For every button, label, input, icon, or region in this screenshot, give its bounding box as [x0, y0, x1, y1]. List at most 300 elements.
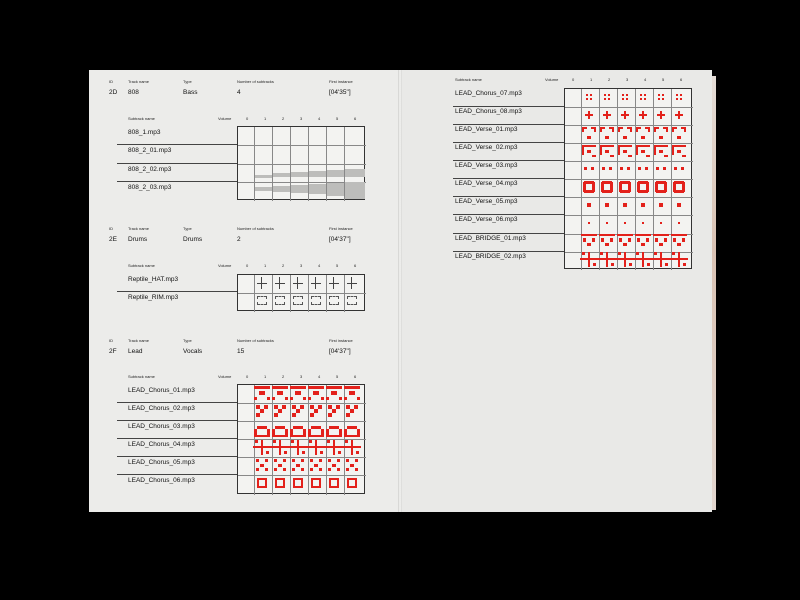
pattern-pixel	[635, 234, 651, 236]
pattern-pixel	[641, 203, 645, 207]
subtrack-name: LEAD_Chorus_01.mp3	[128, 387, 195, 394]
pattern-pixel	[265, 459, 268, 462]
pattern-pixel	[265, 468, 268, 471]
pattern-pixel	[653, 234, 669, 236]
pattern-pixel	[272, 435, 288, 437]
pattern-pixel	[642, 252, 644, 267]
pattern-pixel	[666, 127, 668, 132]
pattern-pixel	[257, 478, 259, 488]
pattern-pixel	[590, 94, 592, 96]
subtrack-name: 808_2_02.mp3	[128, 166, 172, 173]
pattern-pixel	[260, 464, 264, 467]
pattern-pixel	[293, 426, 303, 429]
pattern-pixel	[256, 413, 260, 417]
pattern-pixel	[619, 182, 622, 192]
pattern-pixel	[583, 182, 586, 192]
pattern-pixel	[656, 167, 659, 170]
pattern-pixel	[313, 391, 319, 395]
pattern-pixel	[672, 252, 675, 255]
track-id: 2F	[109, 348, 117, 355]
pattern-pixel	[645, 167, 648, 170]
pattern-pixel	[674, 167, 677, 170]
track-subtrack-count: 4	[237, 89, 241, 96]
pattern-pixel	[618, 145, 620, 155]
pattern-pixel	[644, 98, 646, 100]
pattern-pixel	[587, 150, 591, 153]
pattern-pixel	[592, 155, 596, 157]
pattern-pixel	[266, 451, 269, 454]
pattern-pixel	[272, 386, 288, 389]
pattern-pixel	[637, 182, 640, 192]
pattern-pixel	[680, 94, 682, 96]
pattern-pixel	[644, 94, 646, 96]
step-grid-drums	[237, 274, 365, 311]
pattern-pixel	[682, 182, 685, 192]
pattern-pixel	[626, 98, 628, 100]
pattern-pixel	[345, 440, 348, 443]
pattern-pixel	[290, 397, 293, 400]
pattern-pixel	[611, 263, 614, 266]
subtrack-name: LEAD_BRIDGE_02.mp3	[455, 253, 526, 260]
step-label: 4	[644, 77, 647, 82]
pattern-pixel	[606, 252, 608, 267]
pattern-pixel	[355, 459, 358, 462]
pattern-pixel	[318, 405, 322, 409]
pattern-pixel	[660, 252, 662, 267]
rim-mark	[347, 296, 357, 305]
pattern-pixel	[265, 478, 267, 488]
pattern-pixel	[673, 238, 676, 242]
pattern-pixel	[350, 464, 354, 467]
pattern-pixel	[647, 263, 650, 266]
pattern-pixel	[594, 127, 596, 132]
pattern-pixel	[608, 94, 610, 96]
track-first-instance: [04'35"]	[329, 89, 351, 96]
pattern-pixel	[606, 222, 608, 224]
pattern-pixel	[336, 405, 340, 409]
pattern-pixel	[275, 426, 285, 429]
track-id: 2D	[109, 89, 118, 96]
step-label: 6	[354, 263, 357, 268]
pattern-pixel	[657, 114, 665, 116]
step-label: 6	[680, 77, 683, 82]
track-name-label: Track name	[128, 79, 149, 84]
pattern-pixel	[639, 114, 647, 116]
pattern-pixel	[337, 478, 339, 488]
pattern-pixel	[586, 98, 588, 100]
subtrack-name: Reptile_RIM.mp3	[128, 294, 179, 301]
pattern-pixel	[314, 464, 318, 467]
pattern-pixel	[256, 468, 259, 471]
pattern-pixel	[636, 127, 638, 132]
pattern-pixel	[624, 252, 626, 267]
pattern-pixel	[260, 409, 264, 413]
step-label: 2	[282, 263, 285, 268]
track-name: Drums	[128, 236, 148, 243]
pattern-pixel	[588, 252, 590, 267]
pattern-pixel	[295, 391, 301, 395]
pattern-pixel	[586, 94, 588, 96]
id-label: ID	[109, 338, 113, 343]
pattern-pixel	[655, 182, 658, 192]
pattern-pixel	[591, 167, 594, 170]
subtrack-name-label: Subtrack name	[128, 374, 155, 379]
track-type: Vocals	[183, 348, 203, 355]
subtrack-name: LEAD_Verse_06.mp3	[455, 216, 518, 223]
first-instance-label: First instance	[329, 79, 353, 84]
subtrack-name-label: Subtrack name	[455, 77, 482, 82]
pattern-pixel	[328, 468, 331, 471]
pattern-pixel	[658, 94, 660, 96]
pattern-pixel	[590, 98, 592, 100]
step-label: 3	[300, 374, 303, 379]
pattern-pixel	[351, 440, 353, 455]
step-label: 4	[318, 116, 321, 121]
subtrack-name: 808_2_01.mp3	[128, 147, 172, 154]
pattern-pixel	[301, 459, 304, 462]
pattern-pixel	[301, 478, 303, 488]
pattern-pixel	[296, 464, 300, 467]
pattern-pixel	[283, 459, 286, 462]
hat-tick	[257, 283, 267, 284]
pattern-pixel	[274, 459, 277, 462]
pattern-pixel	[282, 405, 286, 409]
volume-label: Volume	[218, 263, 232, 268]
pattern-pixel	[308, 435, 324, 437]
pattern-pixel	[344, 397, 347, 400]
pattern-pixel	[310, 413, 314, 417]
track-name-label: Track name	[128, 226, 149, 231]
hat-tick	[275, 283, 285, 284]
pattern-pixel	[582, 127, 584, 132]
pattern-pixel	[255, 440, 258, 443]
pattern-pixel	[600, 145, 602, 155]
subtrack-name: LEAD_Verse_03.mp3	[455, 162, 518, 169]
pattern-pixel	[347, 478, 349, 488]
pattern-pixel	[582, 252, 585, 255]
pattern-pixel	[321, 397, 324, 400]
pattern-pixel	[339, 397, 342, 400]
pattern-pixel	[588, 222, 590, 224]
volume-label: Volume	[545, 77, 559, 82]
step-label: 2	[282, 116, 285, 121]
hat-tick	[311, 283, 321, 284]
subtracks-label: Number of subtracks	[237, 226, 274, 231]
pattern-pixel	[582, 145, 584, 155]
pattern-pixel	[292, 413, 296, 417]
pattern-pixel	[346, 468, 349, 471]
pattern-pixel	[605, 243, 609, 246]
track-id: 2E	[109, 236, 117, 243]
pattern-pixel	[654, 252, 657, 255]
pattern-pixel	[292, 459, 295, 462]
pattern-pixel	[300, 405, 304, 409]
pattern-pixel	[655, 238, 658, 242]
track-subtrack-count: 15	[237, 348, 245, 355]
pattern-pixel	[254, 435, 270, 437]
step-label: 5	[336, 374, 339, 379]
pattern-pixel	[658, 98, 660, 100]
pattern-pixel	[682, 155, 686, 157]
pattern-pixel	[291, 440, 294, 443]
pattern-pixel	[602, 167, 605, 170]
pattern-pixel	[329, 426, 339, 429]
pattern-pixel	[311, 426, 321, 429]
rim-mark	[275, 296, 285, 305]
id-label: ID	[109, 79, 113, 84]
step-label: 6	[354, 116, 357, 121]
pattern-pixel	[584, 167, 587, 170]
track-first-instance: [04'37"]	[329, 348, 351, 355]
pattern-pixel	[326, 397, 329, 400]
step-label: 1	[264, 374, 267, 379]
pattern-pixel	[623, 136, 627, 139]
pattern-pixel	[620, 167, 623, 170]
pattern-pixel	[662, 98, 664, 100]
rim-mark	[293, 296, 303, 305]
pattern-pixel	[654, 127, 656, 132]
pattern-pixel	[619, 238, 622, 242]
pattern-pixel	[677, 203, 681, 207]
track-name-label: Track name	[128, 338, 149, 343]
pattern-pixel	[284, 451, 287, 454]
pattern-pixel	[654, 145, 668, 147]
pattern-pixel	[638, 167, 641, 170]
pattern-pixel	[278, 409, 282, 413]
pattern-pixel	[272, 397, 275, 400]
pattern-pixel	[328, 413, 332, 417]
step-label: 3	[300, 116, 303, 121]
pattern-pixel	[604, 94, 606, 96]
subtracks-label: Number of subtracks	[237, 338, 274, 343]
pattern-pixel	[310, 459, 313, 462]
pattern-pixel	[626, 94, 628, 96]
pattern-pixel	[319, 459, 322, 462]
pattern-pixel	[622, 94, 624, 96]
pattern-pixel	[623, 243, 627, 246]
book-spine	[398, 70, 402, 512]
pattern-pixel	[677, 136, 681, 139]
pattern-pixel	[610, 182, 613, 192]
pattern-pixel	[662, 94, 664, 96]
pattern-pixel	[672, 145, 674, 155]
step-label: 2	[608, 77, 611, 82]
step-label: 4	[318, 263, 321, 268]
pattern-pixel	[587, 243, 591, 246]
pattern-pixel	[301, 468, 304, 471]
pattern-pixel	[349, 391, 355, 395]
pattern-pixel	[601, 182, 604, 192]
pattern-pixel	[684, 127, 686, 132]
pattern-pixel	[642, 222, 644, 224]
hat-tick	[293, 283, 303, 284]
pattern-pixel	[593, 263, 596, 266]
pattern-pixel	[641, 136, 645, 139]
pattern-pixel	[605, 136, 609, 139]
pattern-pixel	[346, 459, 349, 462]
pattern-pixel	[337, 459, 340, 462]
step-grid-808	[237, 126, 365, 200]
rim-mark	[329, 296, 339, 305]
pattern-pixel	[648, 127, 650, 132]
pattern-pixel	[680, 98, 682, 100]
pattern-pixel	[605, 203, 609, 207]
pattern-pixel	[297, 440, 299, 455]
pattern-pixel	[296, 409, 300, 413]
pattern-pixel	[641, 243, 645, 246]
subtrack-name: LEAD_Verse_02.mp3	[455, 144, 518, 151]
rim-mark	[257, 296, 267, 305]
pattern-pixel	[303, 397, 306, 400]
step-label: 0	[246, 263, 249, 268]
pattern-pixel	[592, 182, 595, 192]
first-instance-label: First instance	[329, 338, 353, 343]
first-instance-label: First instance	[329, 226, 353, 231]
pattern-pixel	[673, 182, 676, 192]
subtrack-name: 808_1.mp3	[128, 129, 161, 136]
track-name: 808	[128, 89, 139, 96]
pattern-pixel	[332, 409, 336, 413]
pattern-pixel	[664, 155, 668, 157]
step-label: 0	[246, 374, 249, 379]
pattern-pixel	[314, 409, 318, 413]
pattern-pixel	[676, 94, 678, 96]
pattern-pixel	[672, 127, 674, 132]
pattern-pixel	[618, 127, 620, 132]
track-first-instance: [04'37"]	[329, 236, 351, 243]
pattern-pixel	[327, 440, 330, 443]
pattern-pixel	[290, 435, 306, 437]
pattern-pixel	[329, 478, 331, 488]
pattern-pixel	[283, 468, 286, 471]
step-label: 3	[300, 263, 303, 268]
subtrack-name: Reptile_HAT.mp3	[128, 276, 179, 283]
volume-label: Volume	[218, 374, 232, 379]
pattern-pixel	[627, 167, 630, 170]
subtrack-name: 808_2_03.mp3	[128, 184, 172, 191]
subtrack-name-label: Subtrack name	[128, 116, 155, 121]
pattern-pixel	[582, 145, 596, 147]
track-type: Drums	[183, 236, 203, 243]
pattern-pixel	[585, 114, 593, 116]
pattern-pixel	[618, 145, 632, 147]
pattern-pixel	[277, 391, 283, 395]
pattern-pixel	[629, 263, 632, 266]
pattern-pixel	[637, 238, 640, 242]
pattern-pixel	[326, 435, 342, 437]
pattern-pixel	[676, 98, 678, 100]
pattern-pixel	[355, 468, 358, 471]
pattern-pixel	[622, 98, 624, 100]
pattern-pixel	[354, 405, 358, 409]
pattern-pixel	[328, 459, 331, 462]
subtrack-name: LEAD_Chorus_06.mp3	[128, 477, 195, 484]
subtrack-name: LEAD_Verse_01.mp3	[455, 126, 518, 133]
pattern-pixel	[624, 222, 626, 224]
pattern-pixel	[333, 440, 335, 455]
pattern-pixel	[636, 145, 650, 147]
page-edge	[712, 76, 716, 510]
pattern-pixel	[681, 167, 684, 170]
step-label: 1	[590, 77, 593, 82]
pattern-pixel	[256, 459, 259, 462]
subtrack-name: LEAD_Chorus_07.mp3	[455, 90, 522, 97]
pattern-pixel	[273, 440, 276, 443]
subtrack-name: LEAD_Chorus_04.mp3	[128, 441, 195, 448]
pattern-pixel	[671, 234, 687, 236]
pattern-pixel	[356, 451, 359, 454]
step-label: 0	[246, 116, 249, 121]
pattern-pixel	[274, 413, 278, 417]
pattern-pixel	[636, 145, 638, 155]
pattern-pixel	[357, 397, 360, 400]
pattern-pixel	[659, 136, 663, 139]
pattern-pixel	[677, 150, 681, 153]
pattern-pixel	[605, 150, 609, 153]
track-subtrack-count: 2	[237, 236, 241, 243]
subtrack-name-label: Subtrack name	[128, 263, 155, 268]
pattern-pixel	[283, 478, 285, 488]
pattern-pixel	[604, 98, 606, 100]
pattern-pixel	[320, 451, 323, 454]
pattern-pixel	[646, 155, 650, 157]
pattern-pixel	[636, 252, 639, 255]
pattern-pixel	[587, 203, 591, 207]
pattern-pixel	[259, 391, 265, 395]
pattern-pixel	[664, 238, 667, 242]
type-label: Type	[183, 226, 192, 231]
pattern-pixel	[641, 150, 645, 153]
pattern-pixel	[347, 426, 357, 429]
pattern-pixel	[600, 145, 614, 147]
pattern-pixel	[621, 114, 629, 116]
pattern-pixel	[581, 234, 597, 236]
pattern-pixel	[275, 478, 277, 488]
step-label: 4	[318, 374, 321, 379]
pattern-pixel	[646, 182, 649, 192]
pattern-pixel	[640, 94, 642, 96]
pattern-pixel	[683, 263, 686, 266]
pattern-pixel	[640, 98, 642, 100]
pattern-pixel	[664, 182, 667, 192]
track-type: Bass	[183, 89, 198, 96]
step-label: 5	[336, 263, 339, 268]
pattern-pixel	[257, 426, 267, 429]
pattern-pixel	[628, 238, 631, 242]
subtrack-name: LEAD_Chorus_03.mp3	[128, 423, 195, 430]
pattern-pixel	[254, 386, 270, 389]
pattern-pixel	[293, 478, 295, 488]
pattern-pixel	[279, 440, 281, 455]
pattern-pixel	[319, 478, 321, 488]
subtrack-name: LEAD_Chorus_02.mp3	[128, 405, 195, 412]
pattern-pixel	[617, 234, 633, 236]
step-label: 5	[336, 116, 339, 121]
pattern-pixel	[331, 391, 337, 395]
pattern-pixel	[332, 464, 336, 467]
id-label: ID	[109, 226, 113, 231]
pattern-pixel	[623, 150, 627, 153]
pattern-pixel	[663, 167, 666, 170]
pattern-pixel	[583, 238, 586, 242]
rim-mark	[311, 296, 321, 305]
pattern-pixel	[672, 145, 686, 147]
pattern-pixel	[337, 468, 340, 471]
pattern-pixel	[587, 136, 591, 139]
type-label: Type	[183, 79, 192, 84]
subtrack-name: LEAD_Verse_05.mp3	[455, 198, 518, 205]
pattern-pixel	[592, 238, 595, 242]
